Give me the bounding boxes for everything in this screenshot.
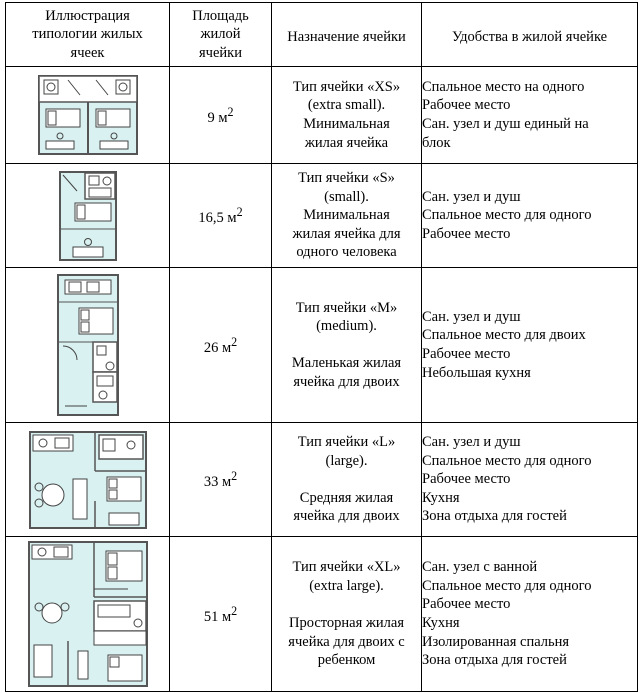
area-cell: 16,5 $м^2$: [170, 164, 272, 268]
amenities-cell: Сан. узел и душ Спальное место для двоих Рабочее место Небольшая кухня: [422, 268, 638, 423]
illustration-cell: [6, 423, 170, 537]
area-cell: 33 $м^2$: [170, 423, 272, 537]
purpose-cell: Тип ячейки «M» (medium). Маленькая жилая ячейка для двоих: [272, 268, 422, 423]
table-row: [6, 67, 638, 164]
illustration-cell: [6, 537, 170, 692]
header-purpose: Назначение ячейки: [272, 3, 422, 67]
floor-plan-xs-icon: [38, 75, 138, 155]
purpose-cell: Тип ячейки «S» (small). Минимальная жилая ячейка для одного человека: [272, 164, 422, 268]
purpose-cell: Тип ячейки «XS» (extra small). Минимальная жилая ячейка: [272, 67, 422, 164]
area-cell: 51 $м^2$: [170, 537, 272, 692]
illustration-cell: [6, 268, 170, 423]
area-cell: 9 $м^2$: [170, 67, 272, 164]
table-row: [6, 164, 638, 268]
table-row: [6, 423, 638, 537]
illustration-cell: [6, 164, 170, 268]
amenities-cell: Сан. узел с ванной Спальное место для одного Рабочее место Кухня Изолированная спальня Зона отдыха для гостей: [422, 537, 638, 692]
floor-plan-xl-icon: [28, 541, 148, 687]
floor-plan-m-icon: [57, 274, 119, 416]
purpose-cell: Тип ячейки «XL» (extra large). Просторная жилая ячейка для двоих с ребенком: [272, 537, 422, 692]
header-area: Площадь жилой ячейки: [170, 3, 272, 67]
floor-plan-l-icon: [29, 431, 147, 529]
table-row: [6, 537, 638, 692]
typology-table: [5, 2, 638, 692]
amenities-cell: Сан. узел и душ Спальное место для одного Рабочее место Кухня Зона отдыха для гостей: [422, 423, 638, 537]
amenities-cell: Сан. узел и душ Спальное место для одного Рабочее место: [422, 164, 638, 268]
header-row: [6, 3, 638, 67]
area-cell: 26 $м^2$: [170, 268, 272, 423]
table-row: [6, 268, 638, 423]
amenities-cell: Спальное место на одного Рабочее место Сан. узел и душ единый на блок: [422, 67, 638, 164]
purpose-cell: Тип ячейки «L» (large). Средняя жилая ячейка для двоих: [272, 423, 422, 537]
illustration-cell: [6, 67, 170, 164]
floor-plan-s-icon: [59, 171, 117, 261]
header-amenities: Удобства в жилой ячейке: [422, 3, 638, 67]
header-illustration: Иллюстрация типологии жилых ячеек: [6, 3, 170, 67]
